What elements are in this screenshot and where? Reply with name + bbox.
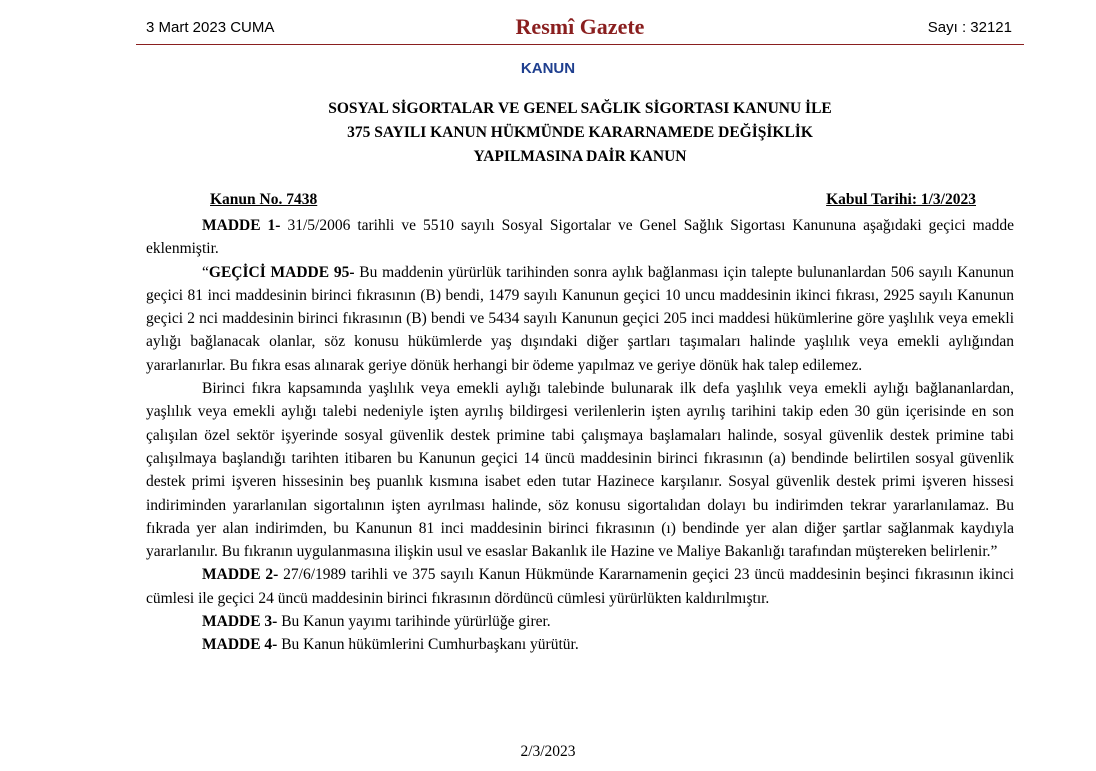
law-title [200, 97, 960, 169]
law-title-line-1: SOSYAL SİGORTALAR VE GENEL SAĞLIK SİGORTASI KANUNU İLE [328, 100, 832, 117]
article-2-text: 27/6/1989 tarihli ve 375 sayılı Kanun Hükmünde Kararnamenin geçici 23 üncü maddesinin beşinci fıkrasının ikinci cümlesi ile geçici 24 üncü maddesinin birinci fıkrasının dördüncü cümlesi yürürlükten kaldırılmıştır. [146, 566, 1015, 607]
law-meta [210, 191, 976, 213]
article-2 [146, 563, 1014, 610]
issue-number: Sayı : 32121 [927, 19, 1012, 36]
law-number: Kanun No. 7438 [210, 191, 318, 208]
masthead [136, 12, 1024, 45]
gazette-title: Resmî Gazete [515, 14, 645, 39]
article-4-heading: MADDE 4- [202, 636, 278, 654]
law-body [146, 214, 1014, 657]
provisional-article-95-para-2: Birinci fıkra kapsamında yaşlılık veya emekli aylığı talebinde bulunarak ilk defa yaşlılık veya emekli aylığı bağlananlardan, yaşlılık veya emekli aylığı talebi nedeniyle işten ayrılış bildirgesi verilenlerin işten ayrılış tarihini takip eden 30 gün içerisinde en son çalışılan özel sektör işyerinde sosyal güvenlik destek primine tabi çalışmaya başlamaları halinde, sosyal güvenlik destek primine tabi çalışılmaya başlandığı tarihten itibaren bu Kanunun geçici 14 üncü maddesinin birinci fıkrasının (a) bendinde belirtilen sosyal güvenlik destek primi işveren hissesinin beş puanlık kısmına isabet eden tutar Hazinece karşılanır. Sosyal güvenlik destek primi işveren hissesi indiriminden yararlanılan sigortalının işten ayrılması halinde, söz konusu sigortalıdan dolayı bu indirimden tekrar yararlanılamaz. Bu fıkrada yer alan indirimden, bu Kanunun 81 inci maddesinin birinci fıkrasının (ı) bendinde yer alan diğer şartlar sağlanmak kaydıyla yararlanılır. Bu fıkranın uygulanmasına ilişkin usul ve esaslar Bakanlık ile Hazine ve Maliye Bakanlığı tarafından müştereken belirlenir.” [146, 380, 1014, 561]
article-4-text: Bu Kanun hükümlerini Cumhurbaşkanı yürütür. [277, 636, 579, 654]
signature-date: 2/3/2023 [520, 743, 576, 760]
article-2-heading: MADDE 2- [202, 566, 279, 584]
section-heading: KANUN [520, 60, 576, 77]
provisional-article-95-text-1: Bu maddenin yürürlük tarihinden sonra aylık bağlanması için talepte bulunanlardan 506 sayılı Kanunun geçici 81 inci maddesinin birinci fıkrasının (B) bendi, 1479 sayılı Kanunun geçici 10 uncu maddesinin ikinci fıkrası, 2925 sayılı Kanunun geçici 2 nci maddesinin birinci fıkrasının (B) bendi ve 5434 sayılı Kanunun geçici 205 inci maddesi hükümlerine göre yaşlılık veya emekli aylığı bağlanacak olanlar, söz konusu hükümlerde yaş dışındaki diğer şartları taşımaları halinde yaşlılık veya emekli aylığından yararlanırlar. Bu fıkra esas alınarak geriye dönük herhangi bir ödeme yapılmaz ve geriye dönük hak talep edilemez. [146, 263, 1014, 374]
law-title-line-3: YAPILMASINA DAİR KANUN [473, 148, 687, 165]
provisional-article-95-heading: “GEÇİCİ MADDE 95- [202, 263, 355, 281]
publication-date: 3 Mart 2023 CUMA [146, 19, 275, 36]
article-3-heading: MADDE 3- [202, 613, 278, 631]
law-title-line-2: 375 SAYILI KANUN HÜKMÜNDE KARARNAMEDE DEĞİŞİKLİK [347, 124, 813, 141]
article-4 [146, 633, 1014, 656]
article-3 [146, 610, 1014, 633]
article-1 [146, 214, 1014, 261]
article-3-text: Bu Kanun yayımı tarihinde yürürlüğe girer. [277, 613, 551, 631]
article-1-heading: MADDE 1- [202, 217, 281, 234]
provisional-article-95-para-1 [146, 261, 1014, 377]
adoption-date: Kabul Tarihi: 1/3/2023 [826, 191, 976, 208]
article-1-text: 31/5/2006 tarihli ve 5510 sayılı Sosyal Sigortalar ve Genel Sağlık Sigortası Kanununa aşağıdaki geçici madde eklenmiştir. [146, 217, 1014, 258]
